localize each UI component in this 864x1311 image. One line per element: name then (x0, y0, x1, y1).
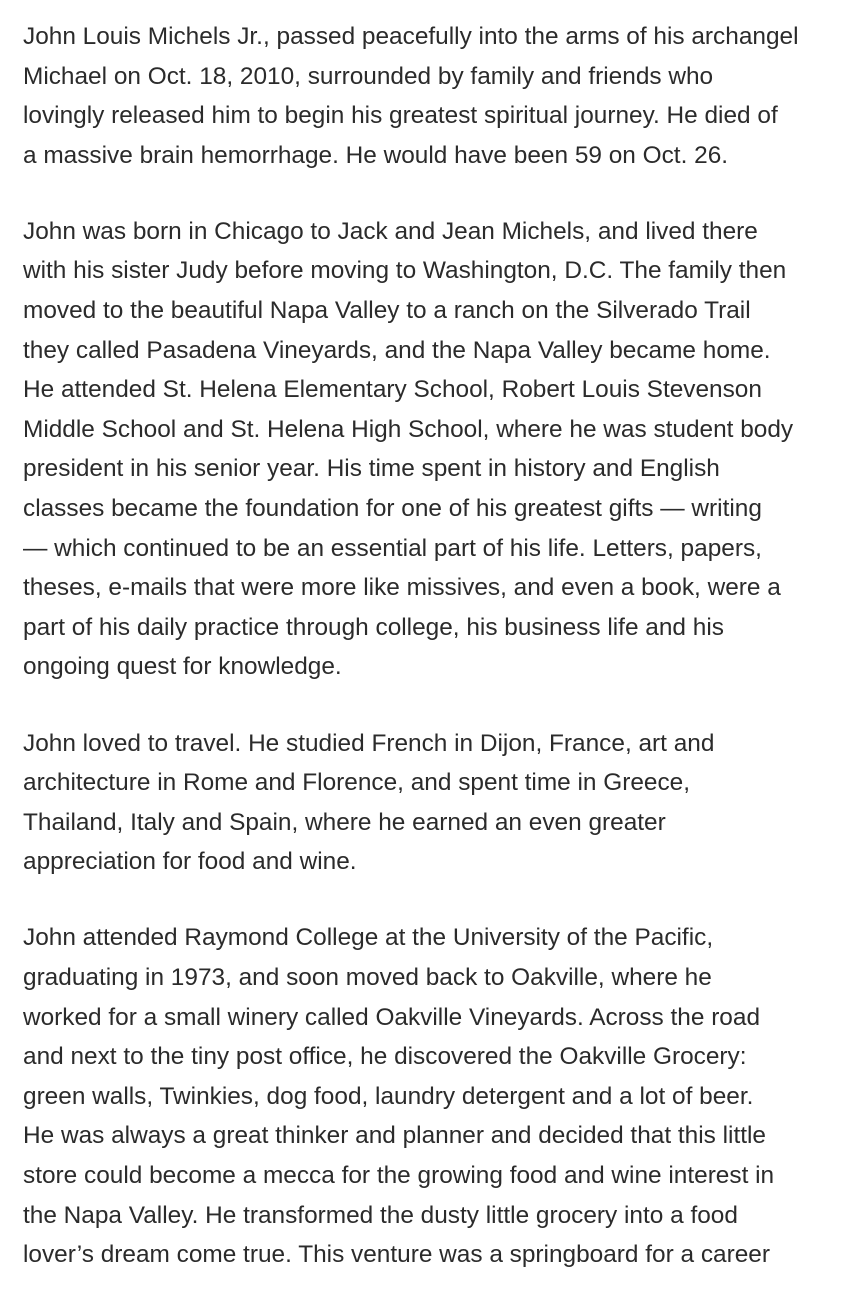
text-line: moved to the beautiful Napa Valley to a ranch on the Silverado Trail (23, 297, 751, 325)
obituary-article (23, 17, 853, 1311)
text-line: president in his senior year. His time spent in history and English (23, 455, 720, 483)
paragraph-early-life (23, 212, 853, 687)
text-line: classes became the foundation for one of his greatest gifts — writing (23, 495, 762, 523)
text-line: part of his daily practice through college, his business life and his (23, 613, 724, 641)
text-line: John was born in Chicago to Jack and Jean Michels, and lived there (23, 217, 758, 245)
text-line: store could become a mecca for the growing food and wine interest in (23, 1161, 775, 1189)
text-line: lover’s dream come true. This venture was a springboard for a career (23, 1241, 770, 1269)
text-line: green walls, Twinkies, dog food, laundry detergent and a lot of beer. (23, 1082, 754, 1110)
text-line: theses, e-mails that were more like missives, and even a book, were a (23, 574, 781, 602)
text-line: Michael on Oct. 18, 2010, surrounded by family and friends who (23, 62, 714, 90)
text-line: John attended Raymond College at the University of the Pacific, (23, 924, 714, 952)
text-line: Thailand, Italy and Spain, where he earned an even greater (23, 808, 666, 836)
text-line: Middle School and St. Helena High School, where he was student body (23, 415, 794, 443)
text-line: John loved to travel. He studied French in Dijon, France, art and (23, 729, 715, 757)
text-line: lovingly released him to begin his greatest spiritual journey. He died of (23, 102, 778, 130)
text-line: John Louis Michels Jr., passed peacefully into the arms of his archangel (23, 23, 799, 50)
text-line: appreciation for food and wine. (23, 848, 357, 876)
text-line: they called Pasadena Vineyards, and the Napa Valley became home. (23, 336, 771, 364)
text-line: ongoing quest for knowledge. (23, 653, 342, 681)
paragraph-career (23, 918, 853, 1274)
paragraph-passing (23, 17, 853, 175)
paragraph-travel (23, 724, 853, 882)
text-line: graduating in 1973, and soon moved back to Oakville, where he (23, 963, 712, 991)
text-line: He was always a great thinker and planner and decided that this little (23, 1122, 766, 1150)
text-line: the Napa Valley. He transformed the dusty little grocery into a food (23, 1201, 738, 1229)
text-line: a massive brain hemorrhage. He would have been 59 on Oct. 26. (23, 141, 729, 169)
text-line: — which continued to be an essential part of his life. Letters, papers, (23, 534, 762, 562)
text-line: He attended St. Helena Elementary School, Robert Louis Stevenson (23, 376, 762, 404)
text-line: and next to the tiny post office, he discovered the Oakville Grocery: (23, 1043, 747, 1071)
text-line: architecture in Rome and Florence, and spent time in Greece, (23, 769, 691, 797)
text-line: worked for a small winery called Oakville Vineyards. Across the road (23, 1003, 761, 1031)
text-line: with his sister Judy before moving to Washington, D.C. The family then (23, 257, 787, 285)
